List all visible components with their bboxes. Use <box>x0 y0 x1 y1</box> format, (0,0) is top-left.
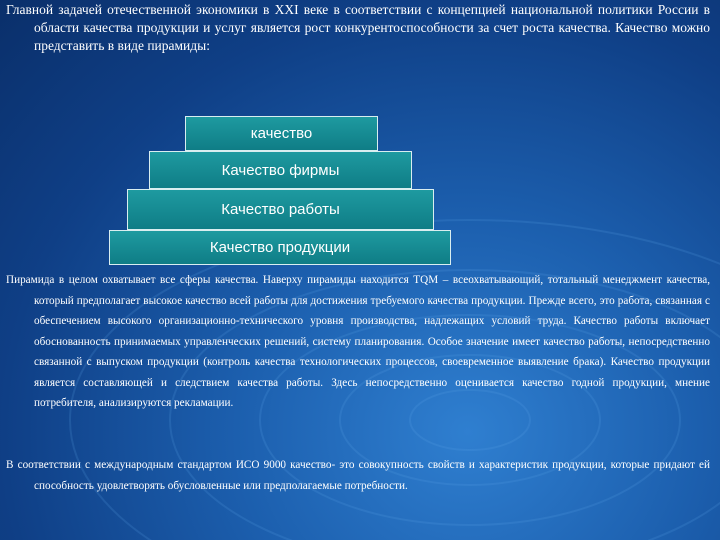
pyramid-level-work: Качество работы <box>127 189 434 230</box>
intro-paragraph: Главной задачей отечественной экономики в XXI веке в соответствии с концепцией национальной политики России в области качества продукции и услуг является рост конкурентоспособности за счет роста качества. Качество можно представить в виде пирамиды: <box>6 2 710 53</box>
definition-paragraph: В соответствии с международным стандартом ИСО 9000 качество- это совокупность свойств и характеристик продукции, которые придают ей способность удовлетворять обусловленные или предполагаемые потребности. <box>6 459 710 492</box>
pyramid-level-product: Качество продукции <box>109 230 451 265</box>
pyramid-level-top: качество <box>185 116 378 151</box>
pyramid-level-company: Качество фирмы <box>149 151 412 189</box>
description-paragraph: Пирамида в целом охватывает все сферы качества. Наверху пирамиды находится TQM – всеохватывающий, тотальный менеджмент качества, который предполагает высокое качество всей работы для достижения требуемого качества продукции. Прежде всего, это работа, связанная с обеспечением высокого организационно-технического уровня производства, надлежащих условий труда. Качество работы включает обоснованность принимаемых управленческих решений, систему планирования. Особое значение имеет качество работы, непосредственно связанной с выпуском продукции (контроль качества технологических процессов, своевременное выявление брака). Качество продукции является составляющей и следствием качества работы. Здесь непосредственно оценивается качество годной продукции, мнение потребителя, анализируются рекламации. <box>6 274 710 409</box>
